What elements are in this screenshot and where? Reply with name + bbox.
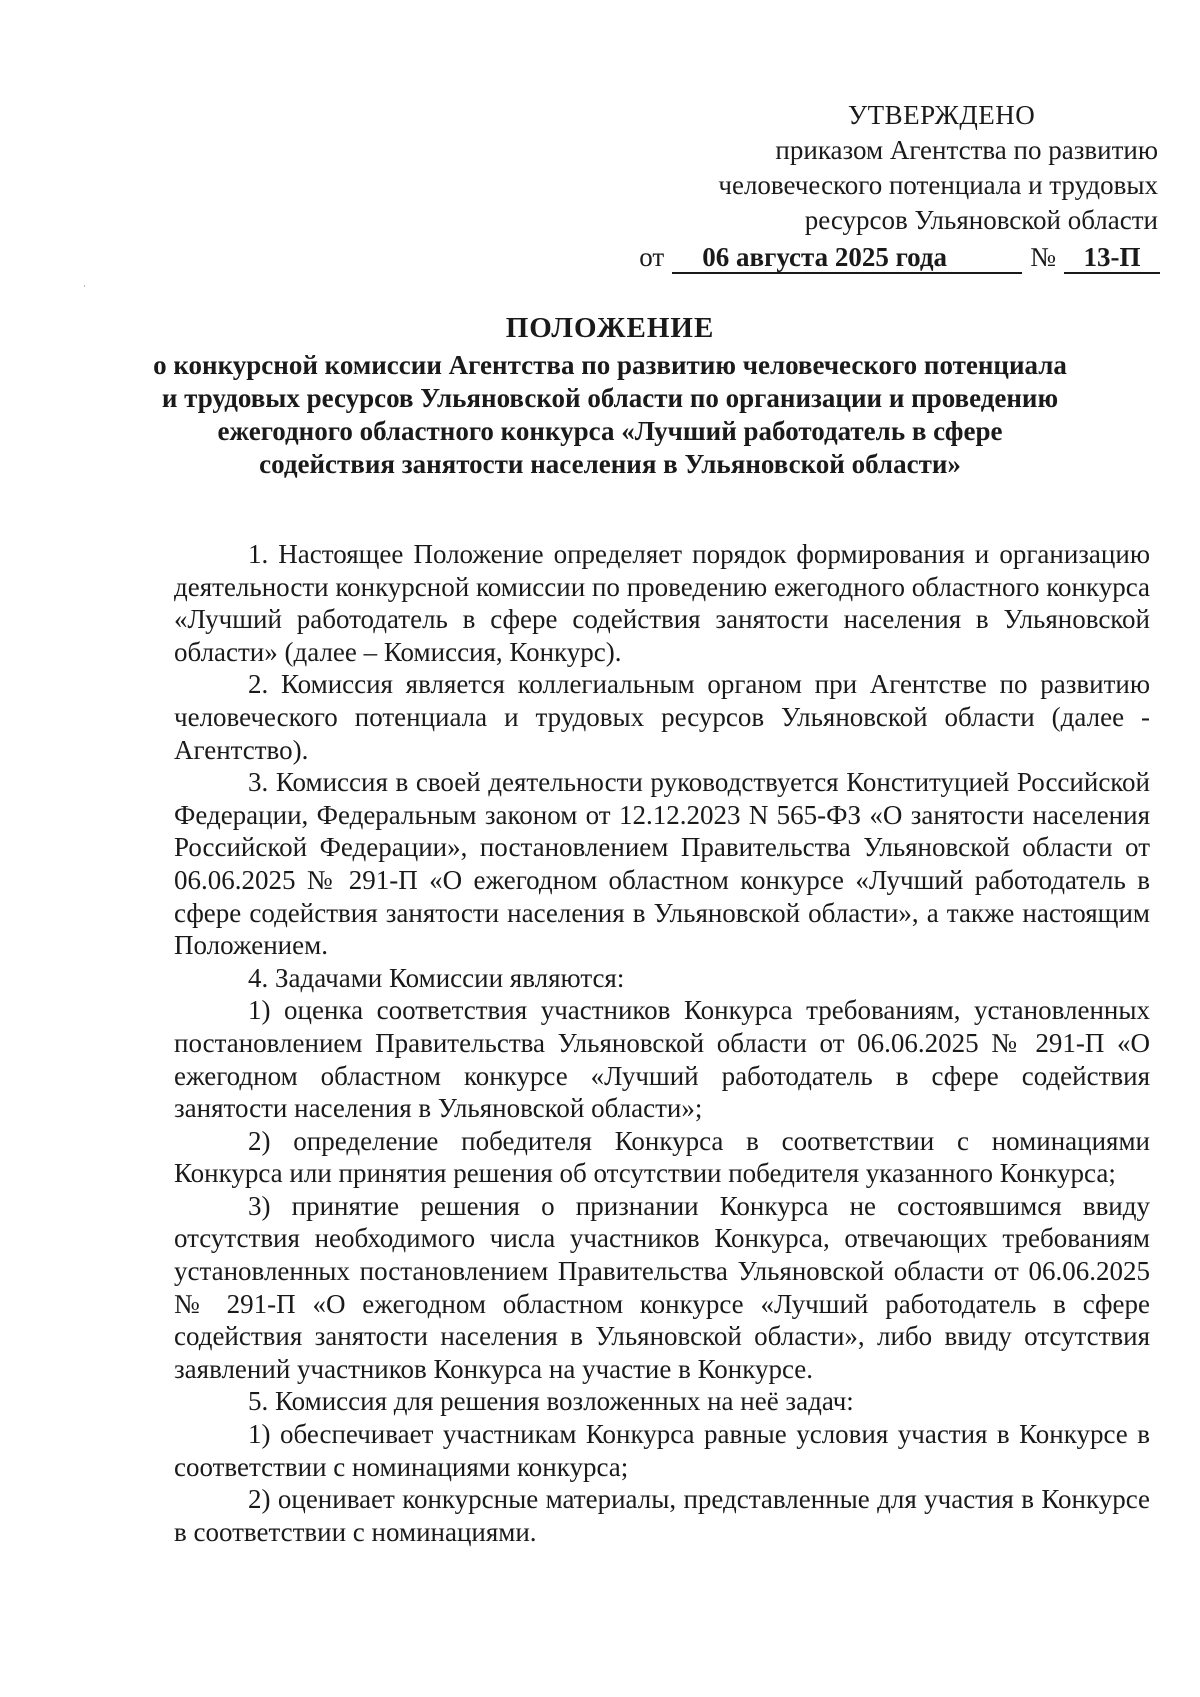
paragraph-3: 3. Комиссия в своей деятельности руководствуется Конституцией Российской Федерации, Федеральным законом от 12.12.2023 N 565-ФЗ «О занятости населения Российской Федерации», постановлением Правительства Ульяновской области от 06.06.2025 № 291-П «О ежегодном областном конкурсе «Лучший работодатель в сфере содействия занятости населения в Ульяновской области», а также настоящим Положением. xyxy=(174,767,1150,961)
approval-heading: УТВЕРЖДЕНО xyxy=(848,100,1036,130)
number-label: № xyxy=(1030,242,1056,272)
document-title: ПОЛОЖЕНИЕ xyxy=(505,312,715,344)
approval-date-line xyxy=(600,240,1160,275)
paragraph-5: 5. Комиссия для решения возложенных на неё задач: xyxy=(248,1386,854,1417)
paragraph-5-item-1: 1) обеспечивает участникам Конкурса равные условия участия в Конкурсе в соответствии с номинациями конкурса; xyxy=(174,1419,1150,1482)
paragraph-4-item-1: 1) оценка соответствия участников Конкурса требованиям, установленных постановлением Правительства Ульяновской области от 06.06.2025 № 291-П «О ежегодном областном конкурсе «Лучший работодатель в сфере содействия занятости населения в Ульяновской области»; xyxy=(174,995,1150,1124)
document-subtitle-line: о конкурсной комиссии Агентства по развитию человеческого потенциала xyxy=(153,350,1067,380)
document-subtitle-line: и трудовых ресурсов Ульяновской области по организации и проведению xyxy=(161,383,1059,413)
from-label: от xyxy=(639,242,665,272)
order-number: 13-П xyxy=(1064,242,1160,274)
scan-artifact xyxy=(84,285,85,287)
approval-line: ресурсов Ульяновской области xyxy=(804,205,1158,235)
paragraph-4: 4. Задачами Комиссии являются: xyxy=(248,962,625,993)
approval-stamp xyxy=(600,98,1160,275)
document-title-block xyxy=(150,312,1070,481)
paragraph-4-item-3: 3) принятие решения о признании Конкурса не состоявшимся ввиду отсутствия необходимого числа участников Конкурса, отвечающих требованиям установленных постановлением Правительства Ульяновской области от 06.06.2025 № 291-П «О ежегодном областном конкурсе «Лучший работодатель в сфере содействия занятости населения в Ульяновской области», либо ввиду отсутствия заявлений участников Конкурса на участие в Конкурсе. xyxy=(174,1190,1150,1384)
document-subtitle-line: ежегодного областного конкурса «Лучший работодатель в сфере xyxy=(217,416,1003,446)
approval-line: человеческого потенциала и трудовых xyxy=(718,170,1158,200)
order-date: 06 августа 2025 года xyxy=(672,242,1022,274)
paragraph-4-item-2: 2) определение победителя Конкурса в соответствии с номинациями Конкурса или принятия решения об отсутствии победителя указанного Конкурса; xyxy=(174,1125,1150,1189)
approval-line: приказом Агентства по развитию xyxy=(775,135,1158,165)
document-body xyxy=(174,538,1150,1548)
document-subtitle-line: содействия занятости населения в Ульяновской области» xyxy=(259,449,961,479)
paragraph-2: 2. Комиссия является коллегиальным органом при Агентстве по развитию человеческого потенциала и трудовых ресурсов Ульяновской области (далее - Агентство). xyxy=(174,669,1150,765)
paragraph-5-item-2: 2) оценивает конкурсные материалы, представленные для участия в Конкурсе в соответствии с номинациями. xyxy=(174,1484,1150,1547)
paragraph-1: 1. Настоящее Положение определяет порядок формирования и организацию деятельности конкурсной комиссии по проведению ежегодного областного конкурса «Лучший работодатель в сфере содействия занятости населения в Ульяновской области» (далее – Комиссия, Конкурс). xyxy=(174,539,1150,667)
